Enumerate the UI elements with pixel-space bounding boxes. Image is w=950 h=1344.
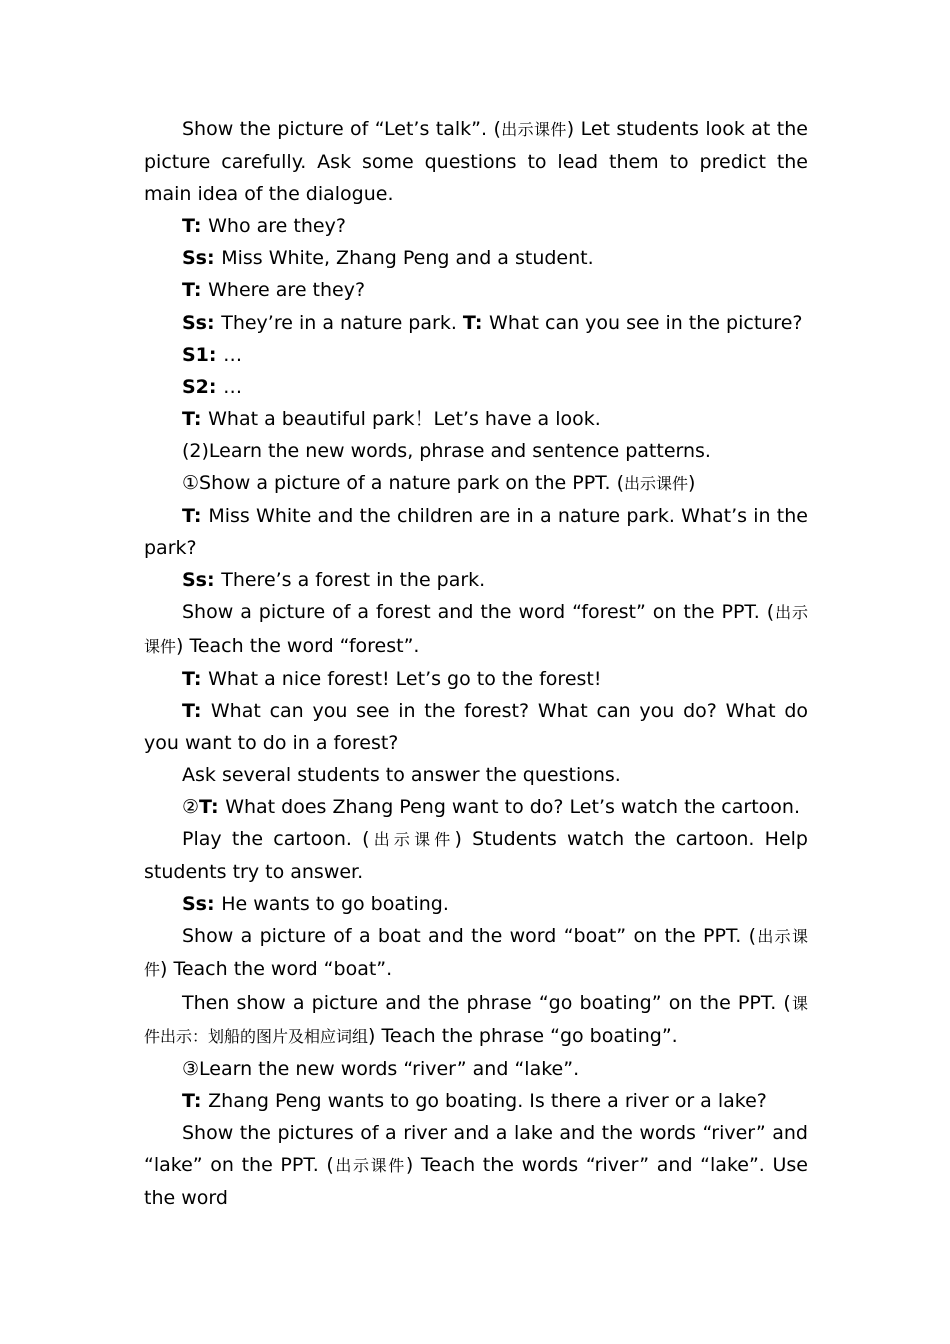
paragraph bbox=[144, 274, 808, 306]
chinese-note: 出示课件 bbox=[333, 1156, 406, 1175]
paragraph bbox=[144, 596, 808, 662]
paragraph bbox=[144, 1117, 808, 1214]
paragraph bbox=[144, 113, 808, 210]
speaker-label: T: bbox=[182, 505, 209, 528]
speaker-label: T: bbox=[182, 407, 209, 430]
paragraph bbox=[144, 663, 808, 695]
text-run: Show the pictures of a river and a lake and the words “river” and “lake” on the PPT. ( bbox=[144, 1121, 808, 1176]
text-run: ) Teach the phrase “go boating”. bbox=[368, 1024, 678, 1047]
text-run: What can you see in the picture? bbox=[489, 311, 803, 334]
text-run: Who are they? bbox=[208, 215, 346, 238]
paragraph bbox=[144, 987, 808, 1053]
text-run: What does Zhang Peng want to do? Let’s watch the cartoon. bbox=[225, 795, 800, 818]
text-run: ) Teach the word “forest”. bbox=[176, 634, 420, 657]
text-run: Where are they? bbox=[208, 279, 366, 302]
text-run: They’re in a nature park. bbox=[221, 311, 463, 334]
text-run: Zhang Peng wants to go boating. Is there a river or a lake? bbox=[208, 1089, 767, 1112]
chinese-note: 出示课件 bbox=[144, 927, 808, 980]
text-run: Miss White, Zhang Peng and a student. bbox=[221, 247, 594, 270]
paragraph bbox=[144, 500, 808, 564]
paragraph bbox=[144, 210, 808, 242]
paragraph bbox=[144, 1085, 808, 1117]
text-run: Play the cartoon. ( bbox=[182, 828, 370, 851]
paragraph bbox=[144, 823, 808, 888]
chinese-note: 出示课件 bbox=[369, 830, 455, 850]
text-run: There’s a forest in the park. bbox=[221, 569, 486, 592]
text-run: What can you see in the forest? What can you do? What do you want to do in a forest? bbox=[144, 699, 809, 754]
speaker-label: T: bbox=[182, 699, 211, 722]
text-run: … bbox=[223, 343, 243, 366]
paragraph bbox=[144, 920, 808, 986]
speaker-label: S2: bbox=[182, 375, 224, 398]
text-run: Then show a picture and the phrase “go boating” on the PPT. ( bbox=[182, 991, 791, 1014]
speaker-label: Ss: bbox=[182, 247, 222, 270]
paragraph bbox=[144, 467, 808, 500]
chinese-note: 出示课件 bbox=[500, 120, 567, 139]
speaker-label: T: bbox=[182, 667, 209, 690]
text-run: ) Students watch the cartoon. Help students try to answer. bbox=[144, 828, 808, 884]
text-run: He wants to go boating. bbox=[221, 893, 449, 916]
text-run: What a beautiful park！Let’s have a look. bbox=[208, 407, 601, 430]
text-run: ) bbox=[688, 472, 696, 495]
paragraph bbox=[144, 307, 808, 339]
chinese-note: 课件出示：划船的图片及相应词组 bbox=[144, 993, 808, 1046]
paragraph bbox=[144, 242, 808, 274]
paragraph bbox=[144, 695, 808, 759]
paragraph bbox=[144, 371, 808, 403]
speaker-label: Ss: bbox=[182, 893, 222, 916]
text-run: ) Teach the words “river” and “lake”. Use the word bbox=[144, 1154, 808, 1210]
speaker-label: T: bbox=[182, 279, 209, 302]
paragraph bbox=[144, 791, 808, 823]
chinese-note: 出示课件 bbox=[624, 474, 689, 494]
speaker-label: T: bbox=[182, 215, 209, 238]
chinese-note: 出示课件 bbox=[144, 603, 808, 656]
speaker-label: S1: bbox=[182, 343, 224, 366]
speaker-label: T: bbox=[462, 311, 490, 334]
text-run: ③Learn the new words “river” and “lake”. bbox=[182, 1057, 580, 1080]
text-run: What a nice forest! Let’s go to the forest! bbox=[208, 667, 602, 690]
text-run: ② bbox=[182, 795, 200, 818]
lesson-plan-text bbox=[144, 113, 808, 1214]
text-run: … bbox=[223, 375, 243, 398]
paragraph bbox=[144, 888, 808, 920]
paragraph bbox=[144, 564, 808, 596]
text-run: ①Show a picture of a nature park on the PPT. ( bbox=[182, 472, 625, 495]
paragraph bbox=[144, 435, 808, 467]
text-run: Show the picture of “Let’s talk”. ( bbox=[182, 118, 501, 140]
paragraph bbox=[144, 403, 808, 435]
speaker-label: T: bbox=[199, 795, 226, 818]
text-run: Miss White and the children are in a nature park. What’s in the park? bbox=[144, 505, 808, 560]
paragraph bbox=[144, 759, 808, 791]
text-run: Show a picture of a forest and the word “forest” on the PPT. ( bbox=[182, 601, 775, 624]
speaker-label: Ss: bbox=[182, 311, 222, 334]
speaker-label: Ss: bbox=[182, 569, 222, 592]
text-run: ) Teach the word “boat”. bbox=[160, 958, 393, 981]
paragraph bbox=[144, 339, 808, 371]
speaker-label: T: bbox=[182, 1089, 209, 1112]
text-run: Ask several students to answer the questions. bbox=[182, 763, 621, 786]
text-run: ) Let students look at the picture carefully. Ask some questions to lead them to predict the main idea of the dialogue. bbox=[144, 118, 808, 206]
paragraph bbox=[144, 1053, 808, 1085]
text-run: (2)Learn the new words, phrase and sentence patterns. bbox=[182, 439, 711, 462]
text-run: Show a picture of a boat and the word “boat” on the PPT. ( bbox=[182, 925, 757, 948]
